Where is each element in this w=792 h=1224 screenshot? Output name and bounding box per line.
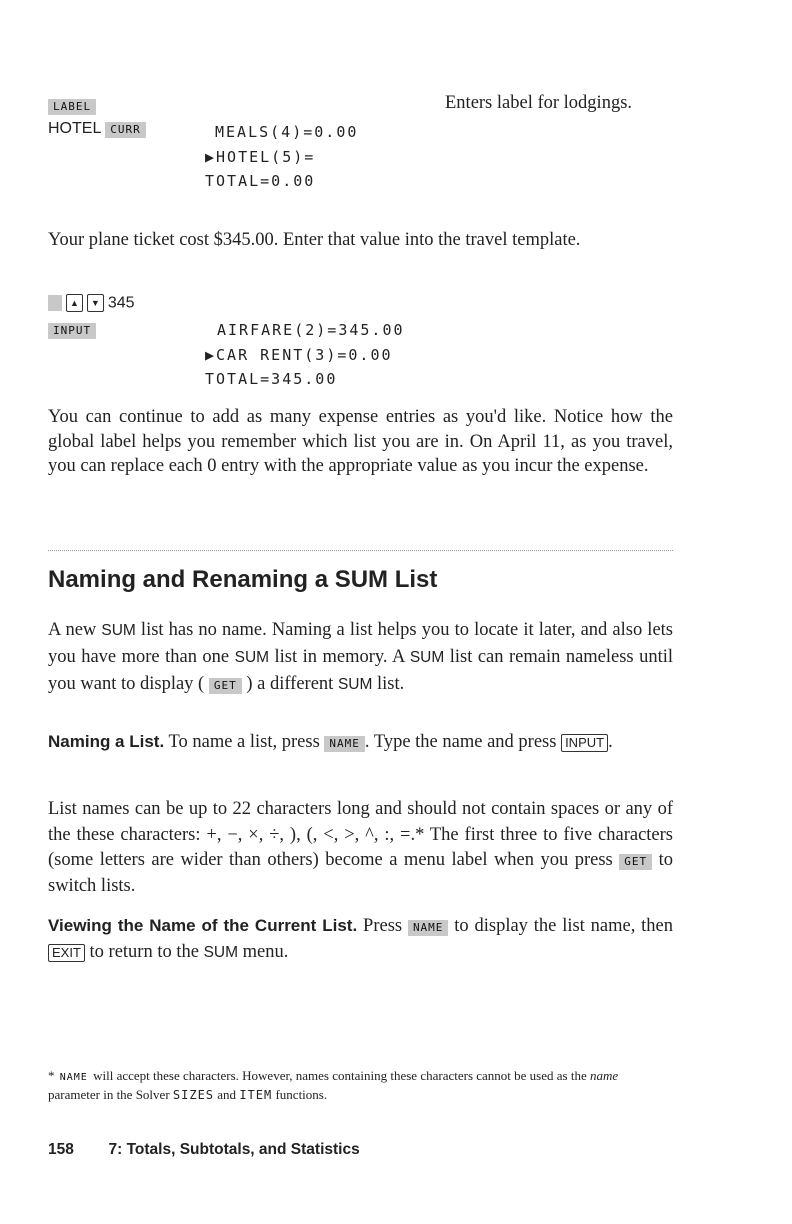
text: menu. <box>238 942 289 962</box>
text: will accept these characters. However, names containing these characters cannot be used as the <box>89 1068 590 1083</box>
block1-description: Enters label for lodgings. <box>445 93 633 113</box>
display-line: ▶CAR RENT(3)=0.00 <box>205 345 393 364</box>
sum-word: SUM <box>234 649 270 666</box>
sum-word: SUM <box>101 622 136 639</box>
shift-key <box>48 295 62 311</box>
viewing-lead: Viewing the Name of the Current List. <box>48 916 358 935</box>
text: A new <box>48 620 102 640</box>
amount: 345 <box>107 294 135 312</box>
function-item: ITEM <box>239 1088 273 1102</box>
display-line: ▶HOTEL(5)= <box>205 147 316 166</box>
hotel-text: HOTEL <box>48 120 101 137</box>
text: to return to the <box>84 942 204 962</box>
hotel-entry <box>48 120 146 138</box>
sum-word: SUM <box>337 676 373 693</box>
section-divider <box>48 550 673 551</box>
keystroke-sequence <box>48 294 135 312</box>
text: and <box>214 1087 240 1102</box>
sum-word: SUM <box>203 944 239 961</box>
naming-paragraph <box>48 729 673 755</box>
text: To name a list, press <box>164 732 325 752</box>
display-line: TOTAL=345.00 <box>205 370 338 388</box>
text: list can remain nameless until you want to display ( <box>48 647 674 694</box>
exit-key: EXIT <box>48 944 85 962</box>
up-arrow-key: ▲ <box>66 294 83 312</box>
display-line: MEALS(4)=0.00 <box>215 123 359 141</box>
get-key: GET <box>209 678 242 694</box>
section-intro <box>48 617 673 698</box>
block1-display <box>205 120 358 194</box>
text: Press <box>357 916 408 936</box>
label-menu-key <box>48 97 96 115</box>
viewing-paragraph <box>48 913 673 966</box>
text: list. <box>372 674 405 694</box>
naming-lead: Naming a List. <box>48 732 165 751</box>
label-key: LABEL <box>48 99 96 115</box>
footnote-marker: * <box>48 1068 55 1083</box>
get-key: GET <box>619 854 652 870</box>
text: functions. <box>272 1087 328 1102</box>
paragraph-plane-ticket: Your plane ticket cost $345.00. Enter that value into the travel template. <box>48 230 581 250</box>
param-name: name <box>589 1068 619 1083</box>
text: . Type the name and press <box>364 732 562 752</box>
chapter-title: 7: Totals, Subtotals, and Statistics <box>108 1141 360 1158</box>
footnote <box>48 1066 673 1105</box>
paragraph-continue: You can continue to add as many expense entries as you'd like. Notice how the global label helps you remember which list you are in. On April 11, as you travel, you can replace each 0 entry with the appropriate value as you incur the expense. <box>48 407 673 476</box>
name-key: NAME <box>408 920 449 936</box>
curr-key: CURR <box>105 122 146 138</box>
page-footer <box>48 1141 360 1159</box>
name-key: NAME <box>324 736 365 752</box>
name-key: NAME <box>59 1072 88 1083</box>
text: list has no name. Naming a list helps you to locate it later, and also lets you have more than one <box>48 620 673 667</box>
down-arrow-key: ▼ <box>87 294 104 312</box>
text: to display the list name, then <box>448 916 674 936</box>
sum-word: SUM <box>409 649 445 666</box>
display-line: TOTAL=0.00 <box>205 172 316 190</box>
input-softkey: INPUT <box>48 323 96 339</box>
page-number: 158 <box>48 1141 74 1158</box>
text: list in memory. A <box>269 647 410 667</box>
display-line: AIRFARE(2)=345.00 <box>217 321 405 339</box>
input-key: INPUT <box>561 734 608 752</box>
text: . <box>608 732 613 752</box>
function-sizes: SIZES <box>172 1088 215 1102</box>
input-menu-key <box>48 321 96 339</box>
section-heading: Naming and Renaming a SUM List <box>48 566 438 593</box>
text: List names can be up to 22 characters long and should not contain spaces or any of the these characters: +, −, ×, ÷, ), (, <, >, ^, :, =.* The first three to five characters (some letters are wider than others) become a menu label when you press <box>48 799 673 870</box>
text: to switch lists. <box>48 850 673 896</box>
block2-display <box>205 318 405 392</box>
text: ) a different <box>241 674 338 694</box>
list-names-paragraph <box>48 797 673 899</box>
text: parameter in the Solver <box>48 1087 173 1102</box>
